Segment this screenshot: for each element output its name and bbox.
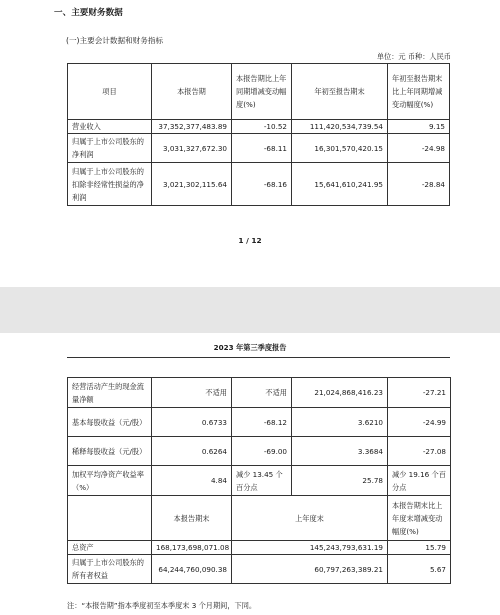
- row-ytd-change: -24.98: [388, 134, 450, 163]
- row-ytd: 15,641,610,241.95: [292, 163, 388, 206]
- header-divider: [67, 357, 450, 358]
- row-last: 60,797,263,389.21: [232, 555, 388, 584]
- balance-header-empty: [68, 496, 152, 541]
- row-ytd-change: -24.99: [388, 408, 451, 437]
- balance-header-row: [68, 496, 451, 541]
- row-item: 总资产: [68, 541, 152, 555]
- row-ytd: 25.78: [292, 466, 388, 496]
- row-ytd: 3.3684: [292, 437, 388, 466]
- report-header: 2023 年第三季度报告: [213, 343, 287, 352]
- row-item: 基本每股收益（元/股）: [68, 408, 152, 437]
- row-ytd-change: -28.84: [388, 163, 450, 206]
- row-end: 168,173,698,071.08: [152, 541, 232, 555]
- row-item: 稀释每股收益（元/股）: [68, 437, 152, 466]
- row-ytd: 16,301,570,420.15: [292, 134, 388, 163]
- page-number: 1 / 12: [238, 236, 262, 245]
- header-item: 项目: [68, 64, 152, 120]
- table-row: [68, 541, 451, 555]
- row-item: 经营活动产生的现金流量净额: [68, 378, 152, 408]
- row-this-period: 4.84: [152, 466, 232, 496]
- row-last: 145,243,793,631.19: [232, 541, 388, 555]
- header-ytd-change: 年初至报告期末比上年同期增减变动幅度(%): [388, 64, 450, 120]
- page-gap: [0, 287, 500, 333]
- row-yoy: 减少 13.45 个百分点: [232, 466, 292, 496]
- row-item: 归属于上市公司股东的扣除非经常性损益的净利润: [68, 163, 152, 206]
- document-page-1: [0, 0, 500, 287]
- header-end-of-period: 本报告期末: [152, 496, 232, 541]
- table-row: [68, 163, 450, 206]
- row-this-period: 0.6733: [152, 408, 232, 437]
- row-item: 加权平均净资产收益率（%）: [68, 466, 152, 496]
- row-this-period: 3,021,302,115.64: [152, 163, 232, 206]
- row-yoy: -68.16: [232, 163, 292, 206]
- row-end: 64,244,760,090.38: [152, 555, 232, 584]
- financial-data-table: [67, 63, 450, 206]
- footnote: 注：“本报告期”指本季度初至本季度末 3 个月期间，下同。: [67, 601, 257, 610]
- table-row: [68, 437, 451, 466]
- section-title: 一、主要财务数据: [54, 8, 123, 18]
- row-ytd-change: 9.15: [388, 120, 450, 134]
- table-row: [68, 134, 450, 163]
- row-change: 15.79: [388, 541, 451, 555]
- row-ytd: 111,420,534,739.54: [292, 120, 388, 134]
- row-item: 营业收入: [68, 120, 152, 134]
- unit-line: 单位：元 币种：人民币: [376, 52, 451, 61]
- header-yoy-change: 本报告期比上年同期增减变动幅度(%): [232, 64, 292, 120]
- header-ytd: 年初至报告期末: [292, 64, 388, 120]
- row-yoy: -68.11: [232, 134, 292, 163]
- row-this-period: 0.6264: [152, 437, 232, 466]
- row-item: 归属于上市公司股东的净利润: [68, 134, 152, 163]
- table-row: [68, 378, 451, 408]
- row-yoy: 不适用: [232, 378, 292, 408]
- table-row: [68, 120, 450, 134]
- subsection-title: (一)主要会计数据和财务指标: [66, 36, 164, 45]
- financial-data-table-continued: [67, 377, 451, 584]
- table-row: [68, 555, 451, 584]
- row-ytd-change: 减少 19.16 个百分点: [388, 466, 451, 496]
- row-change: 5.67: [388, 555, 451, 584]
- row-ytd: 3.6210: [292, 408, 388, 437]
- row-ytd-change: -27.21: [388, 378, 451, 408]
- table-row: [68, 408, 451, 437]
- header-this-period: 本报告期: [152, 64, 232, 120]
- table-row: [68, 466, 451, 496]
- document-page-2: [0, 333, 500, 615]
- table-header-row: [68, 64, 450, 120]
- row-this-period: 37,352,377,483.89: [152, 120, 232, 134]
- header-end-of-last-year: 上年度末: [232, 496, 388, 541]
- row-this-period: 3,031,327,672.30: [152, 134, 232, 163]
- row-ytd: 21,024,868,416.23: [292, 378, 388, 408]
- row-yoy: -69.00: [232, 437, 292, 466]
- row-this-period: 不适用: [152, 378, 232, 408]
- row-yoy: -10.52: [232, 120, 292, 134]
- row-yoy: -68.12: [232, 408, 292, 437]
- row-item: 归属于上市公司股东的所有者权益: [68, 555, 152, 584]
- row-ytd-change: -27.08: [388, 437, 451, 466]
- header-balance-change: 本报告期末比上年度末增减变动幅度(%): [388, 496, 451, 541]
